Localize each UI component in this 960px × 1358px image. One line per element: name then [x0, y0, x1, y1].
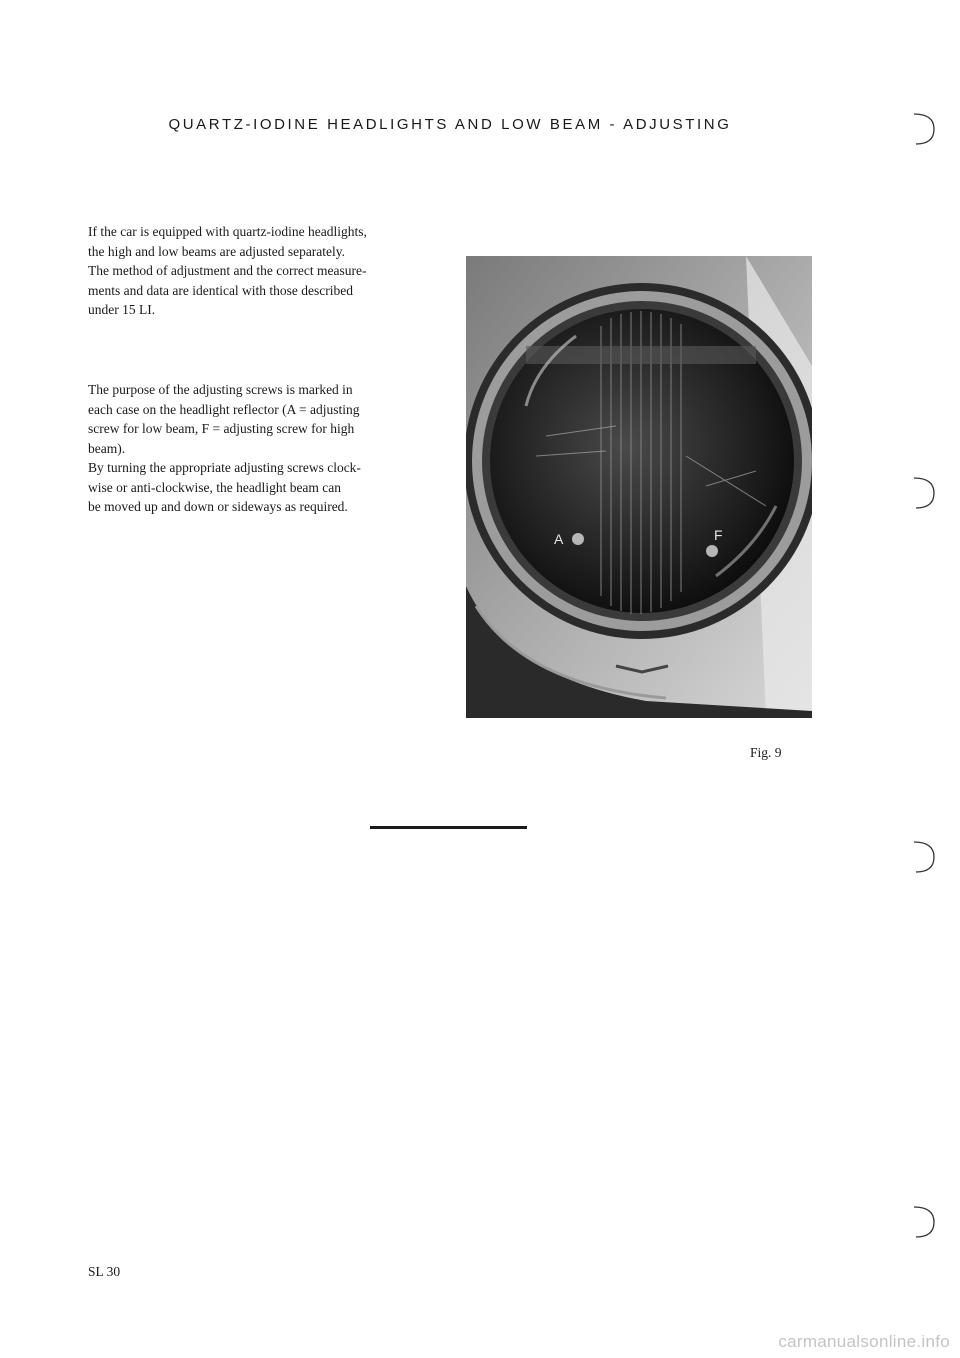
paragraph-line: The method of adjustment and the correct measure- — [88, 263, 367, 278]
binder-hole-mark — [908, 1203, 938, 1241]
intro-paragraph — [88, 222, 460, 320]
paragraph-line: each case on the headlight reflector (A = adjusting — [88, 401, 360, 417]
watermark: carmanualsonline.info — [778, 1332, 950, 1351]
paragraph-line: The purpose of the adjusting screws is marked in — [88, 382, 353, 397]
paragraph-line: By turning the appropriate adjusting screws clock- — [88, 460, 361, 475]
paragraph-line: ments and data are identical with those described — [88, 282, 354, 298]
page-title: QUARTZ-IODINE HEADLIGHTS AND LOW BEAM - ADJUSTING — [168, 116, 732, 133]
adjusting-screw-a — [572, 533, 584, 545]
headlight-photo — [466, 256, 812, 718]
paragraph-line: screw for low beam, F = adjusting screw for high — [88, 421, 355, 436]
adjusting-screw-f — [706, 545, 718, 557]
paragraph-line: beam). — [88, 440, 126, 456]
paragraph-line: the high and low beams are adjusted separately. — [88, 243, 346, 259]
marker-a-label: A — [554, 531, 564, 547]
paragraph-line: wise or anti-clockwise, the headlight beam can — [88, 479, 342, 495]
binder-hole-mark — [908, 474, 938, 512]
page-number: SL 30 — [88, 1264, 121, 1279]
adjusting-screws-paragraph — [88, 380, 460, 517]
figure-caption: Fig. 9 — [750, 745, 782, 760]
marker-f-label: F — [714, 527, 723, 543]
paragraph-line: If the car is equipped with quartz-iodine headlights, — [88, 224, 367, 239]
paragraph-line: under 15 LI. — [88, 302, 156, 317]
binder-hole-mark — [908, 110, 938, 148]
paragraph-line: be moved up and down or sideways as required. — [88, 499, 348, 514]
section-divider — [370, 826, 527, 829]
binder-hole-mark — [908, 838, 938, 876]
